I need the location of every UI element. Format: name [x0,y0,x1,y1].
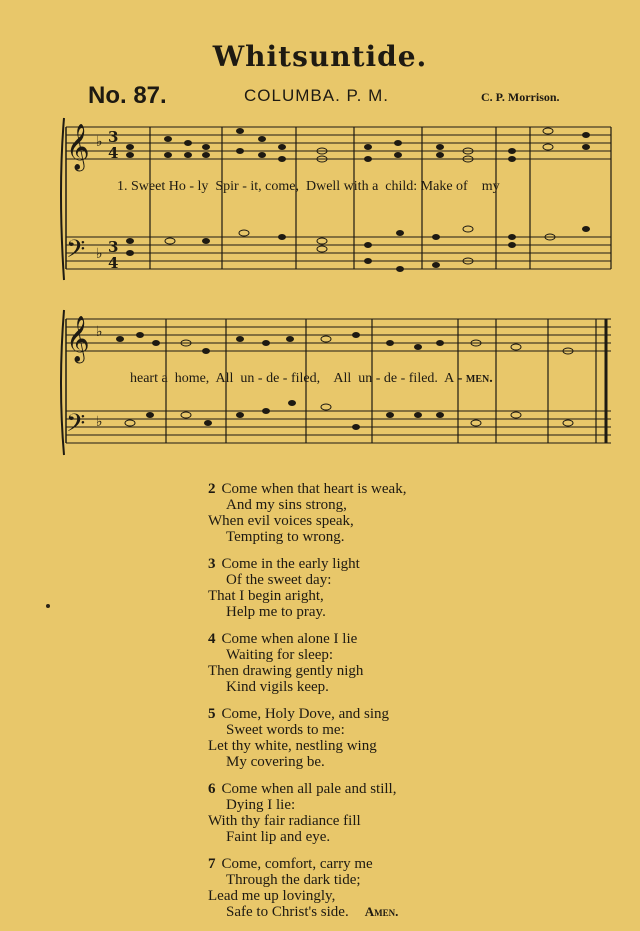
verse-line-text: Sweet words to me: [226,722,345,738]
verse-line [208,529,508,545]
lyrics-amen: - men. [454,371,493,386]
verse-line [208,631,508,647]
verse-line [208,588,508,604]
verse-line [208,722,508,738]
verse-line-text: Lead me up lovingly, [208,888,336,904]
verse-5 [208,706,508,770]
verse-line [208,888,508,904]
verse-line-text: When evil voices speak, [208,513,354,529]
bass-clef-icon: 𝄢 [66,409,86,444]
verse-line-text: With thy fair radiance fill [208,813,361,829]
verse-number: 3 [208,556,216,572]
verse-line-text: Faint lip and eye. [226,829,331,845]
verse-line [208,856,508,872]
verse-line [208,679,508,695]
print-speck [46,604,50,608]
verse-line [208,572,508,588]
verse-line [208,497,508,513]
time-signature: 4 [108,144,119,162]
verse-line-text: Kind vigils keep. [226,679,329,695]
verse-line-text: Then drawing gently nigh [208,663,364,679]
bass-staff-1 [66,237,611,269]
verse-line-text: And my sins strong, [226,497,347,513]
verse-line-text: My covering be. [226,754,325,770]
verse-number: 4 [208,631,216,647]
verse-line-text: Come, comfort, carry me [221,856,373,872]
verse-line-text: That I begin aright, [208,588,324,604]
verse-line-text: Help me to pray. [226,604,326,620]
verse-line [208,556,508,572]
verse-line [208,754,508,770]
treble-clef-icon: 𝄞 [66,124,90,170]
verse-number: 6 [208,781,216,797]
verse-line [208,738,508,754]
verse-line [208,872,508,888]
composer: C. P. Morrison. [481,90,560,104]
verse-number: 2 [208,481,216,497]
verse-4 [208,631,508,695]
verse-line-text: Safe to Christ's side. [226,904,349,920]
time-signature: 4 [108,254,119,272]
treble-staff-2 [66,319,611,351]
barlines-1 [150,127,611,269]
lyrics-line-2-text: heart a home, All un - de - filed, All un - de - filed. A [130,371,455,386]
verse-line [208,481,508,497]
tune-name: COLUMBA. P. M. [244,86,389,105]
verse-line [208,706,508,722]
verse-line [208,604,508,620]
verse-line [208,904,508,920]
flat-sign-icon: ♭ [96,246,103,262]
verse-line-text: Waiting for sleep: [226,647,334,663]
time-signature: 3 [108,128,119,146]
verse-number: 5 [208,706,216,722]
verse-line-text: Come when alone I lie [221,631,358,647]
flat-sign-icon: ♭ [96,414,103,430]
verse-6 [208,781,508,845]
verse-2 [208,481,508,545]
verse-line [208,829,508,845]
verse-line-text: Come, Holy Dove, and sing [221,706,389,722]
verse-7 [208,856,508,920]
verse-line-text: Through the dark tide; [226,872,361,888]
flat-sign-icon: ♭ [96,134,103,150]
section-title: Whitsuntide. [212,40,428,73]
verse-line [208,797,508,813]
bass-clef-icon: 𝄢 [66,235,86,270]
flat-sign-icon: ♭ [96,324,103,340]
treble-staff-1 [66,127,611,159]
verses [208,481,508,931]
lyrics-line-1: 1. Sweet Ho - ly Spir - it, come, Dwell with a child: Make of my [117,179,500,194]
closing-amen: Amen. [364,904,399,919]
hymn-number: No. 87. [88,82,167,109]
verse-line-text: Come when all pale and still, [221,781,397,797]
verse-line-text: Come when that heart is weak, [221,481,407,497]
verse-line-text: Dying I lie: [226,797,296,813]
verse-number: 7 [208,856,216,872]
time-signature: 3 [108,238,119,256]
verse-line [208,513,508,529]
verse-line-text: Let thy white, nestling wing [208,738,377,754]
verse-3 [208,556,508,620]
verse-line [208,647,508,663]
verse-line-text: Of the sweet day: [226,572,332,588]
verse-line [208,781,508,797]
verse-line [208,813,508,829]
verse-line [208,663,508,679]
verse-line-text: Come in the early light [221,556,360,572]
treble-clef-icon: 𝄞 [66,316,90,362]
verse-line-text: Tempting to wrong. [226,529,345,545]
lyrics-line-2 [130,371,493,387]
